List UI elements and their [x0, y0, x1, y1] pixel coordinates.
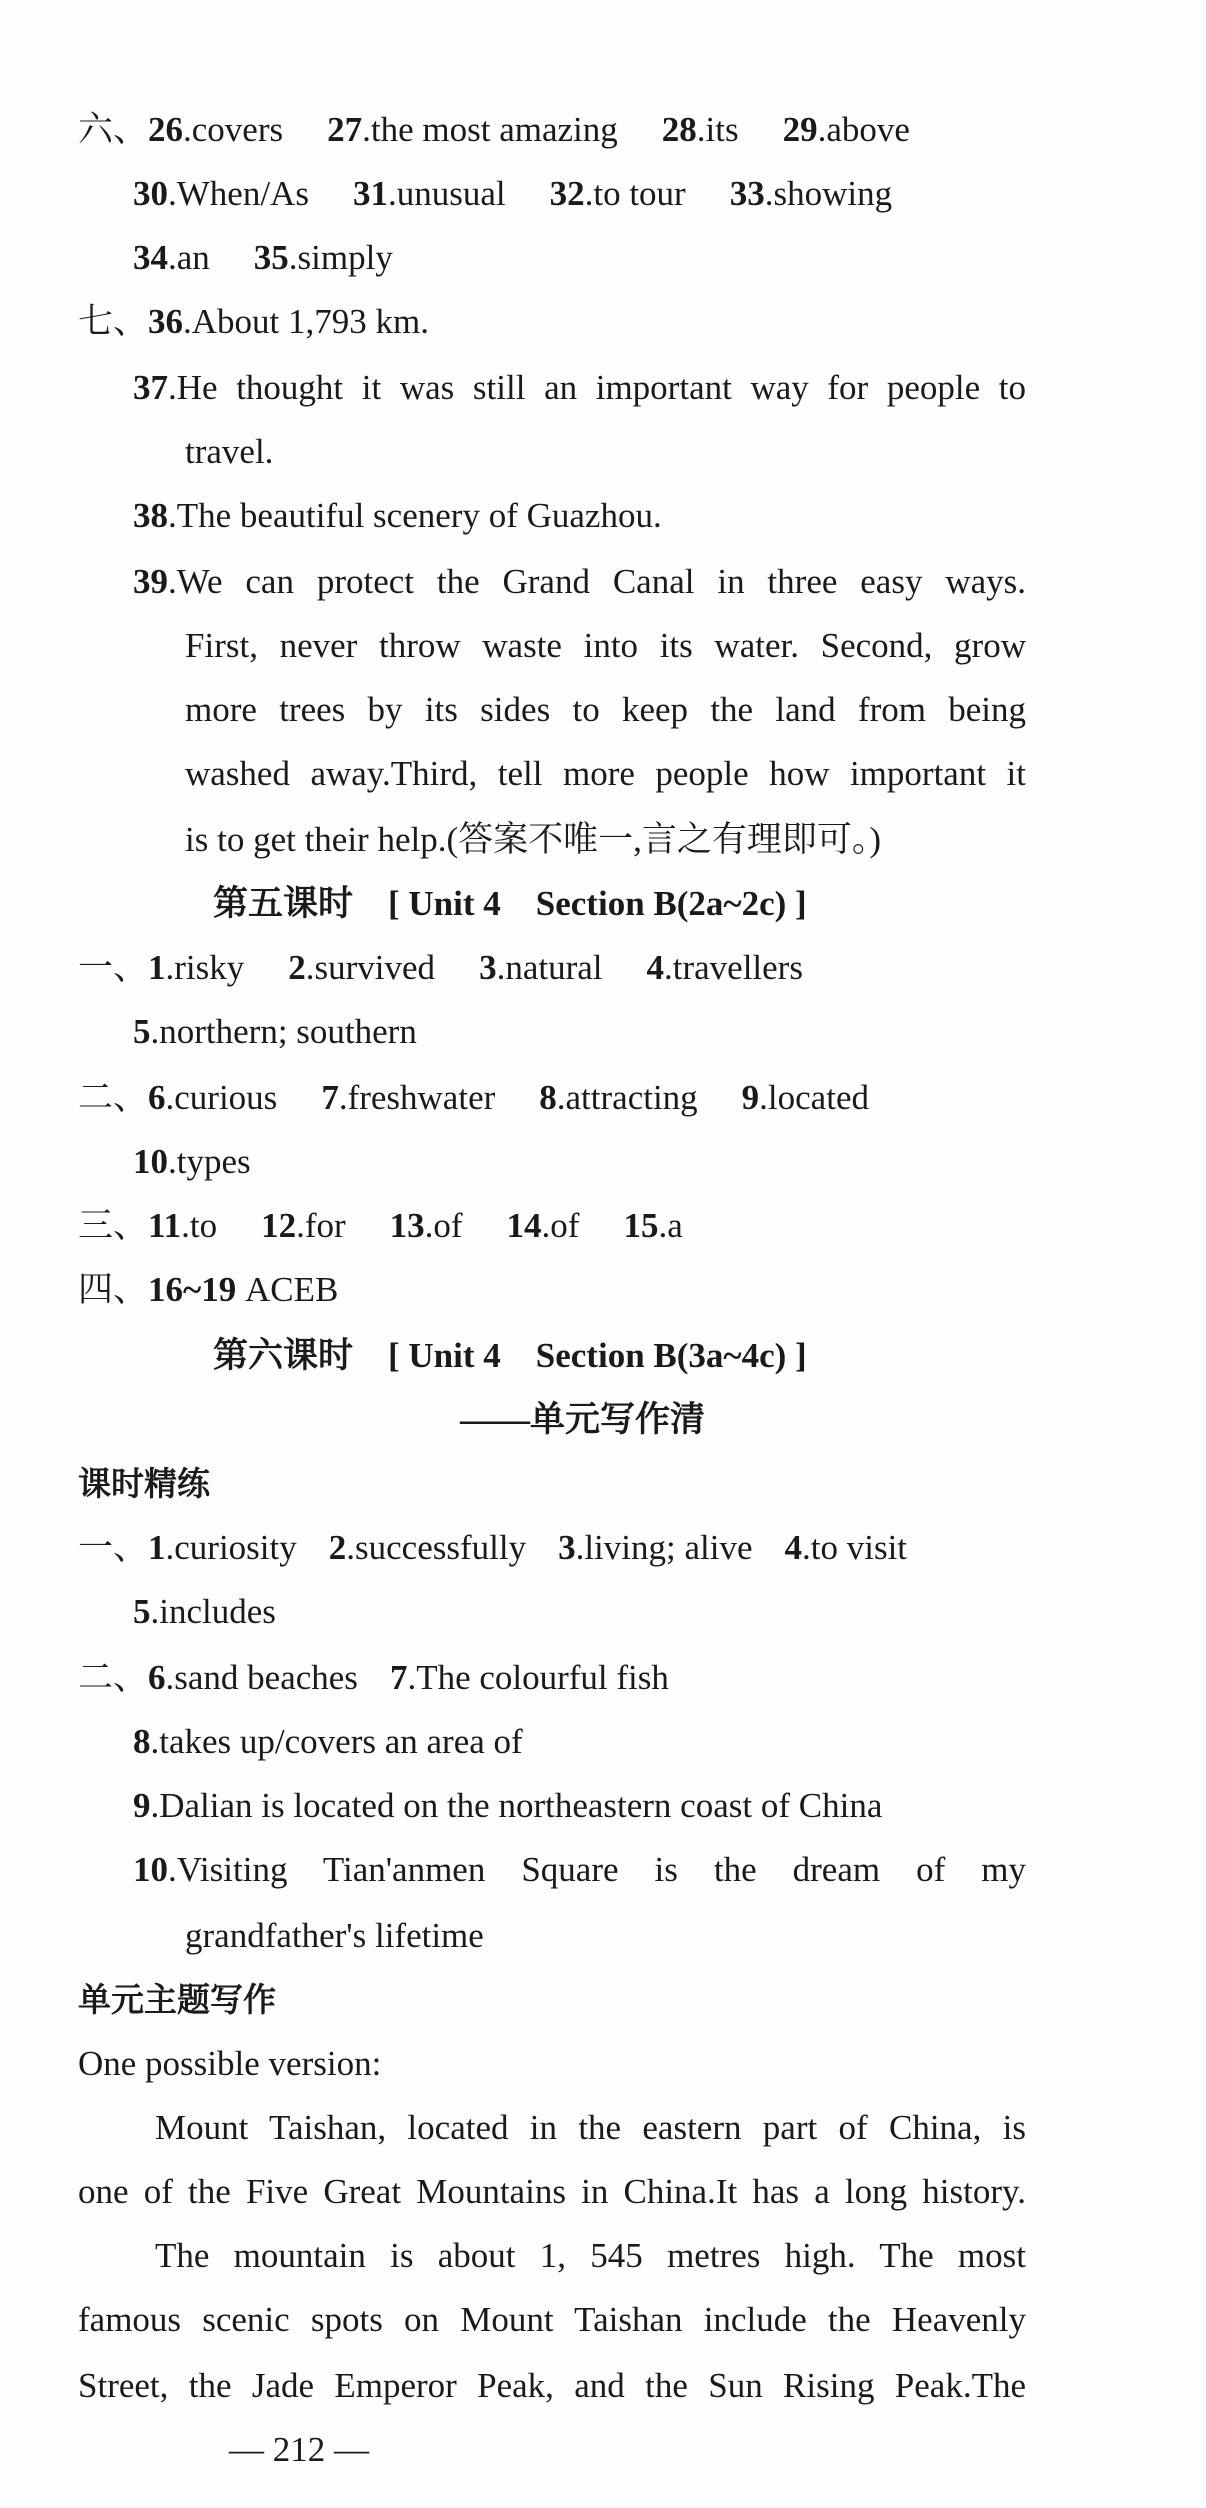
answer-number: 1: [148, 1528, 166, 1567]
answer-text: .an: [168, 238, 210, 277]
answer-number: 39: [133, 562, 168, 601]
answer-text: .showing: [764, 174, 893, 213]
answer-text: .includes: [150, 1592, 276, 1631]
answer-text: .He thought it was still an important way for people to: [168, 368, 1026, 407]
answer-text: .About 1,793 km.: [183, 302, 429, 341]
answer-number: 34: [133, 238, 168, 277]
answer-text: .to: [181, 1206, 218, 1245]
answer-text: .Visiting Tian'anmen Square is the dream of my: [168, 1850, 1026, 1889]
essay-line: famous scenic spots on Mount Taishan include the Heavenly: [78, 2300, 1026, 2339]
answer-number: 6: [148, 1658, 166, 1697]
answer-text: .natural: [496, 948, 603, 987]
answer-text: .located: [759, 1078, 869, 1117]
page-number-row: [0, 2428, 1206, 2472]
answer-number: 9: [133, 1786, 151, 1825]
answer-line-16-19: [78, 1268, 338, 1312]
answer-text: .of: [424, 1206, 463, 1245]
section-marker: 二、: [78, 1658, 149, 1697]
answer-text: .takes up/covers an area of: [150, 1722, 523, 1761]
lesson-5-title: 第五课时 [ Unit 4 Section B(2a~2c) ]: [213, 884, 807, 923]
answer-line-37: [133, 366, 1026, 410]
answer-line-34-35: [133, 236, 393, 280]
lesson-6-subtitle: ——单元写作清: [460, 1400, 706, 1439]
answer-text: .The colourful fish: [407, 1658, 669, 1697]
possible-version-label: One possible version:: [78, 2044, 382, 2083]
answer-number: 37: [133, 368, 168, 407]
answer-number: 33: [729, 174, 765, 213]
answer-number: 29: [782, 110, 818, 149]
answer-number: 32: [549, 174, 585, 213]
answer-number: 9: [741, 1078, 760, 1117]
section-marker: 一、: [78, 1528, 149, 1567]
answer-text: .for: [296, 1206, 346, 1245]
section-marker: 四、: [78, 1270, 149, 1309]
section-marker: 六、: [78, 110, 149, 149]
answer-text: .freshwater: [338, 1078, 496, 1117]
answer-number: 7: [321, 1078, 339, 1117]
answer-line-6-9: [78, 1076, 869, 1120]
answer-text: .simply: [288, 238, 393, 277]
answer-text: .risky: [165, 948, 245, 987]
answer-text: .travellers: [664, 948, 803, 987]
page-number: — 212 —: [229, 2430, 369, 2469]
answer-number: 8: [133, 1722, 151, 1761]
answer-line-38: [133, 494, 662, 538]
answer-number: 1: [148, 948, 166, 987]
essay-line: Street, the Jade Emperor Peak, and the Sun Rising Peak.The: [78, 2366, 1026, 2405]
answer-line-10: [133, 1848, 1026, 1892]
answer-text: .curious: [165, 1078, 278, 1117]
answer-text: .unusual: [387, 174, 506, 213]
answer-number: 28: [661, 110, 697, 149]
answer-line-5: [133, 1590, 276, 1634]
answer-line-10: [133, 1140, 251, 1184]
section-marker: 一、: [78, 948, 149, 987]
answer-line-37-cont: travel.: [185, 432, 274, 471]
answer-text: .survived: [305, 948, 436, 987]
answer-number: 10: [133, 1850, 168, 1889]
answer-number: 11: [148, 1206, 182, 1245]
answer-line-39: [133, 560, 1026, 604]
answer-text: .The beautiful scenery of Guazhou.: [168, 496, 662, 535]
answer-number: 3: [558, 1528, 576, 1567]
answer-line-39-cont: more trees by its sides to keep the land from being: [185, 690, 1026, 729]
answer-number: 12: [261, 1206, 297, 1245]
answer-text: .to tour: [584, 174, 686, 213]
answer-number: 13: [389, 1206, 425, 1245]
answer-number: 8: [539, 1078, 557, 1117]
answer-line-36: [78, 300, 429, 344]
answer-number: 26: [148, 110, 184, 149]
essay-line: Mount Taishan, located in the eastern part of China, is: [155, 2108, 1026, 2147]
section-marker: 三、: [78, 1206, 149, 1245]
answer-text: .its: [696, 110, 739, 149]
writing-heading: 单元主题写作: [78, 1980, 276, 2019]
answer-line-39-cont: First, never throw waste into its water. Second, grow: [185, 626, 1026, 665]
answer-text: .a: [658, 1206, 683, 1245]
answer-text: ACEB: [236, 1270, 339, 1309]
answer-line-1-4: [78, 946, 803, 990]
answer-text: .the most amazing: [362, 110, 618, 149]
answer-number: 16~19: [148, 1270, 237, 1309]
answer-number: 4: [646, 948, 664, 987]
essay-line: one of the Five Great Mountains in China.It has a long history.: [78, 2172, 1026, 2211]
answer-number: 14: [506, 1206, 542, 1245]
answer-number: 2: [288, 948, 306, 987]
answer-text: .successfully: [346, 1528, 527, 1567]
answer-text: .curiosity: [165, 1528, 297, 1567]
answer-text: .When/As: [168, 174, 309, 213]
answer-number: 27: [327, 110, 363, 149]
answer-line-1-4: [78, 1526, 907, 1570]
essay-line: The mountain is about 1, 545 metres high. The most: [155, 2236, 1026, 2275]
answer-text: .types: [168, 1142, 251, 1181]
answer-line-11-15: [78, 1204, 683, 1248]
answer-line-26-29: [78, 108, 910, 152]
answer-line-39-cont: is to get their help.(答案不唯一,言之有理即可。): [185, 820, 882, 859]
answer-line-39-cont: washed away.Third, tell more people how important it: [185, 754, 1026, 793]
answer-line-9: [133, 1784, 882, 1828]
answer-line-5: [133, 1010, 417, 1054]
answer-number: 30: [133, 174, 168, 213]
answer-number: 6: [148, 1078, 166, 1117]
answer-text: .Dalian is located on the northeastern coast of China: [150, 1786, 883, 1825]
section-marker: 二、: [78, 1078, 149, 1117]
answer-number: 15: [623, 1206, 659, 1245]
answer-text: .northern; southern: [150, 1012, 417, 1051]
answer-number: 3: [479, 948, 497, 987]
answer-line-10-cont: grandfather's lifetime: [185, 1916, 484, 1955]
answer-number: 5: [133, 1012, 151, 1051]
answer-number: 2: [328, 1528, 347, 1567]
answer-number: 35: [253, 238, 289, 277]
answer-number: 10: [133, 1142, 168, 1181]
answer-number: 7: [389, 1658, 408, 1697]
answer-number: 5: [133, 1592, 151, 1631]
answer-text: .living; alive: [575, 1528, 753, 1567]
answer-number: 38: [133, 496, 168, 535]
answer-text: .of: [541, 1206, 580, 1245]
answer-line-8: [133, 1720, 523, 1764]
section-marker: 七、: [78, 302, 149, 341]
answer-text: .We can protect the Grand Canal in three easy ways.: [168, 562, 1026, 601]
answer-text: .sand beaches: [165, 1658, 358, 1697]
answer-line-30-33: [133, 172, 892, 216]
lesson-6-title: 第六课时 [ Unit 4 Section B(3a~4c) ]: [213, 1336, 807, 1375]
answer-text: .attracting: [556, 1078, 698, 1117]
answer-text: .to visit: [802, 1528, 908, 1567]
practice-heading: 课时精练: [78, 1464, 210, 1503]
answer-text: .above: [817, 110, 910, 149]
answer-number: 36: [148, 302, 184, 341]
answer-number: 4: [784, 1528, 802, 1567]
answer-number: 31: [352, 174, 388, 213]
answer-text: .covers: [183, 110, 284, 149]
answer-line-6-7: [78, 1656, 669, 1700]
